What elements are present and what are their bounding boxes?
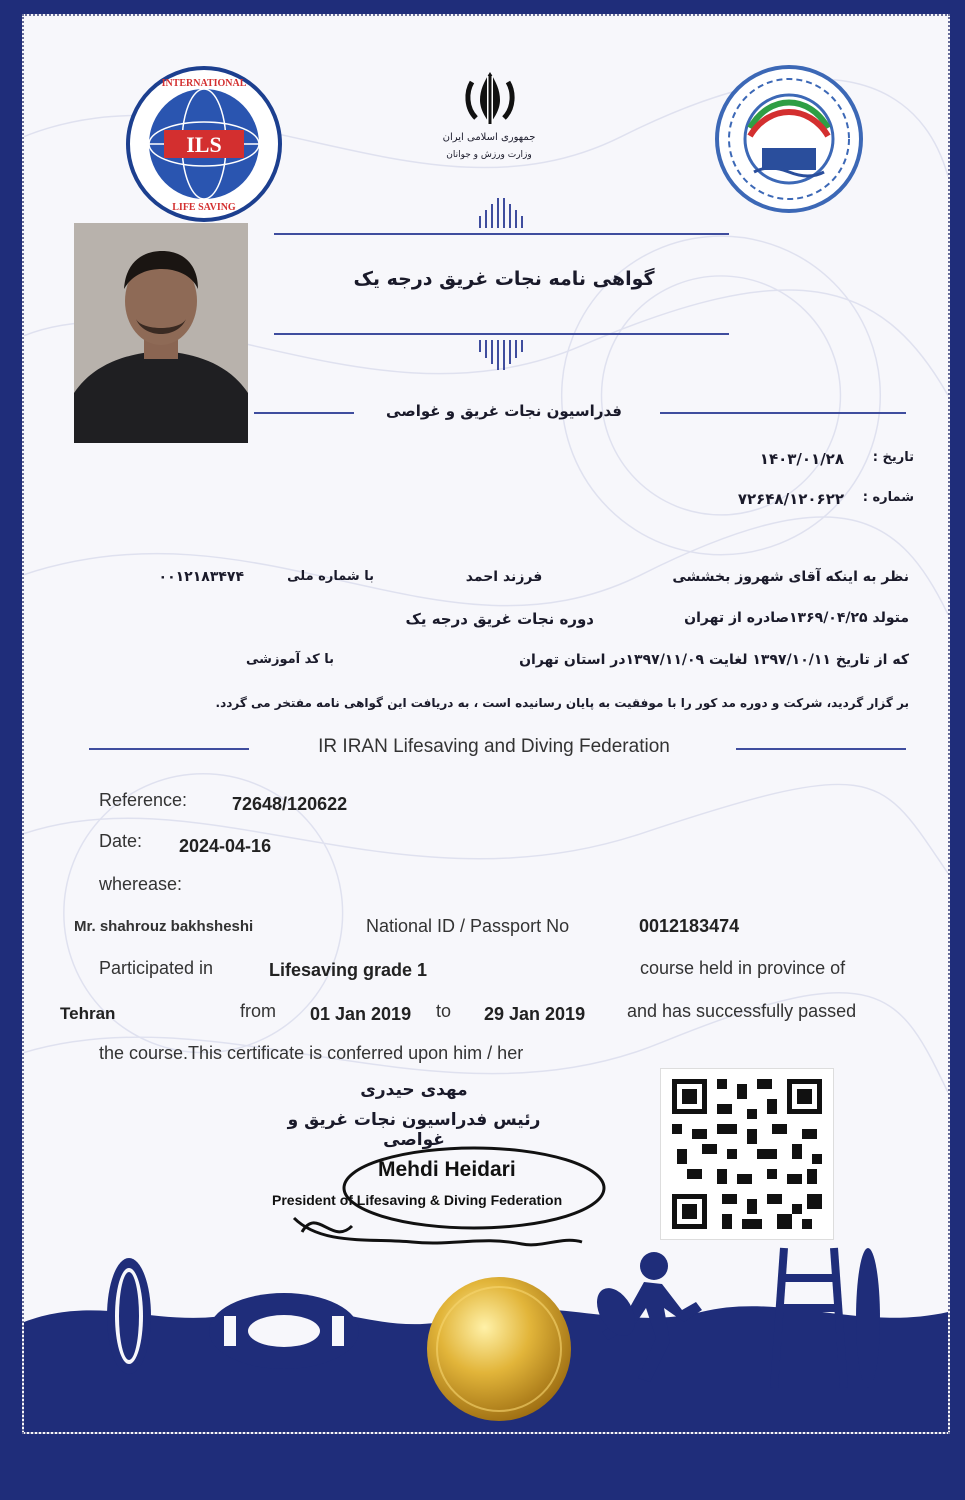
title-bottom-divider [274, 333, 729, 335]
ils-logo-mid: ILS [186, 132, 222, 157]
fa-line1-name: نظر به اینکه آقای شهروز بخششی [672, 569, 909, 585]
person-portrait-icon [74, 223, 248, 443]
lifeguard-tower-icon [764, 1238, 884, 1388]
nid-value: 0012183474 [639, 916, 740, 936]
date-value-fa: ۱۴۰۳/۰۱/۲۸ [759, 450, 844, 468]
fa-line3-code: با کد آموزشی [246, 652, 334, 667]
number-label-fa: شماره : [862, 490, 914, 505]
federation-name-fa: فدراسیون نجات غریق و غواصی [386, 402, 622, 420]
runner-icon [584, 1248, 714, 1388]
whereas-label: wherease: [99, 874, 183, 894]
federation-name-en: IR IRAN Lifesaving and Diving Federation [318, 736, 670, 757]
federation-divider-left [254, 412, 354, 414]
fa-line1-nid-label: با شماره ملی [287, 569, 374, 584]
certificate-frame [22, 14, 950, 1434]
federation-logo [714, 64, 864, 214]
qr-code-icon [661, 1069, 833, 1239]
holder-name-en: Mr. shahrouz bakhsheshi [74, 918, 254, 935]
title-ornament-bottom [472, 336, 532, 374]
reference-value: 72648/120622 [232, 794, 348, 814]
fa-line1-nid-value: ۰۰۱۲۱۸۳۴۷۴ [158, 569, 244, 585]
signatory-name-fa: مهدی حیدری [360, 1080, 468, 1100]
number-value-fa: ۷۲۶۴۸/۱۲۰۶۲۲ [737, 490, 844, 508]
date-value: 2024-04-16 [179, 836, 272, 856]
from-date: 01 Jan 2019 [310, 1004, 412, 1024]
signatory-title-fa: رئیس فدراسیون نجات غریق و غواصی [287, 1110, 541, 1150]
reference-label: Reference: [99, 790, 188, 810]
fa-line2-course: دوره نجات غریق درجه یک [405, 610, 594, 628]
certificate-title: گواهی نامه نجات غریق درجه یک [353, 268, 655, 290]
date-label: Date: [99, 831, 143, 851]
province-value: Tehran [60, 1004, 116, 1023]
emblem-line2: وزارت ورزش و جوانان [446, 150, 532, 160]
emblem-line1: جمهوری اسلامی ایران [442, 132, 536, 143]
en-divider-right [736, 748, 906, 750]
lifebuoy-icon [204, 1286, 364, 1376]
fa-line3-dates: که از تاریخ ۱۳۹۷/۱۰/۱۱ لغایت ۱۳۹۷/۱۱/۰۹در استان تهران [519, 652, 909, 668]
rescue-board-icon [94, 1256, 164, 1376]
iran-emblem-icon [462, 68, 518, 128]
course-value: Lifesaving grade 1 [269, 960, 428, 980]
fa-line1-father: فرزند احمد [465, 569, 543, 585]
nid-label: National ID / Passport No [366, 916, 570, 936]
fa-line4: بر گزار گردید، شرکت و دوره مد کور را با موفقیت به پایان رسانیده است ، به دریافت این گواهی نامه مفتخر می گردد. [215, 696, 909, 710]
title-top-divider [274, 233, 729, 235]
ils-logo [124, 64, 284, 224]
en-divider-left [89, 748, 249, 750]
ils-logo-top: INTERNATIONAL [161, 78, 247, 89]
signatory-title-en: President of Lifesaving & Diving Federation [272, 1192, 563, 1208]
ils-logo-bottom: LIFE SAVING [172, 202, 236, 213]
from-label: from [240, 1001, 276, 1021]
participated-label: Participated in [99, 958, 214, 978]
to-date: 29 Jan 2019 [484, 1004, 586, 1024]
fa-line2-birth: متولد ۱۳۶۹/۰۴/۲۵صادره از تهران [684, 610, 909, 626]
holder-photo [74, 223, 248, 443]
federation-divider-right [660, 412, 906, 414]
gold-seal-icon [424, 1274, 574, 1424]
to-label: to [436, 1001, 452, 1021]
date-label-fa: تاریخ : [872, 450, 914, 465]
qr-code [660, 1068, 834, 1240]
signatory-name-en: Mehdi Heidari [378, 1158, 516, 1181]
conferred-text: the course.This certificate is conferred upon him / her [99, 1043, 524, 1063]
title-ornament-top [472, 194, 532, 232]
passed-text: and has successfully passed [627, 1001, 857, 1021]
course-held-text: course held in province of [640, 958, 846, 978]
